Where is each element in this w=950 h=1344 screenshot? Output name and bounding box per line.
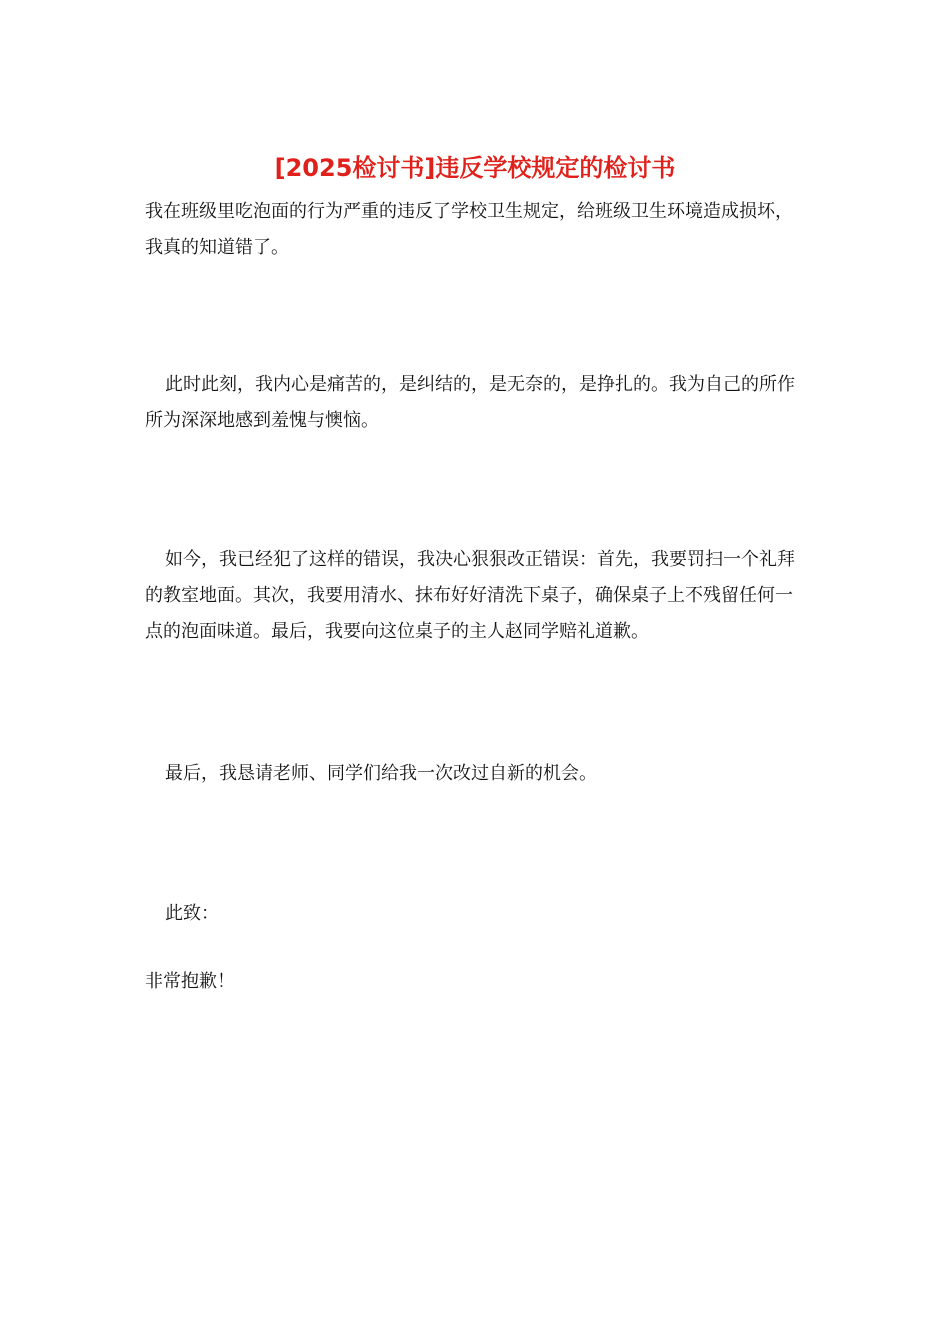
- paragraph-1: 我在班级里吃泡面的行为严重的违反了学校卫生规定，给班级卫生环境造成损坏，我真的知道错了。: [145, 201, 793, 258]
- document-title: [2025检讨书]违反学校规定的检讨书: [274, 154, 676, 182]
- paragraph-2: 此时此刻，我内心是痛苦的，是纠结的，是无奈的，是挣扎的。我为自己的所作所为深深地感到羞愧与懊恼。: [145, 374, 795, 431]
- paragraph-3: 如今，我已经犯了这样的错误，我决心狠狠改正错误：首先，我要罚扫一个礼拜的教室地面。其次，我要用清水、抹布好好清洗下桌子，确保桌子上不残留任何一点的泡面味道。最后，我要向这位桌子的主人赵同学赔礼道歉。: [145, 549, 795, 642]
- signoff-line: 非常抱歉！: [145, 971, 235, 992]
- closing-line: 此致：: [165, 903, 219, 924]
- paragraph-4: 最后，我恳请老师、同学们给我一次改过自新的机会。: [165, 763, 597, 784]
